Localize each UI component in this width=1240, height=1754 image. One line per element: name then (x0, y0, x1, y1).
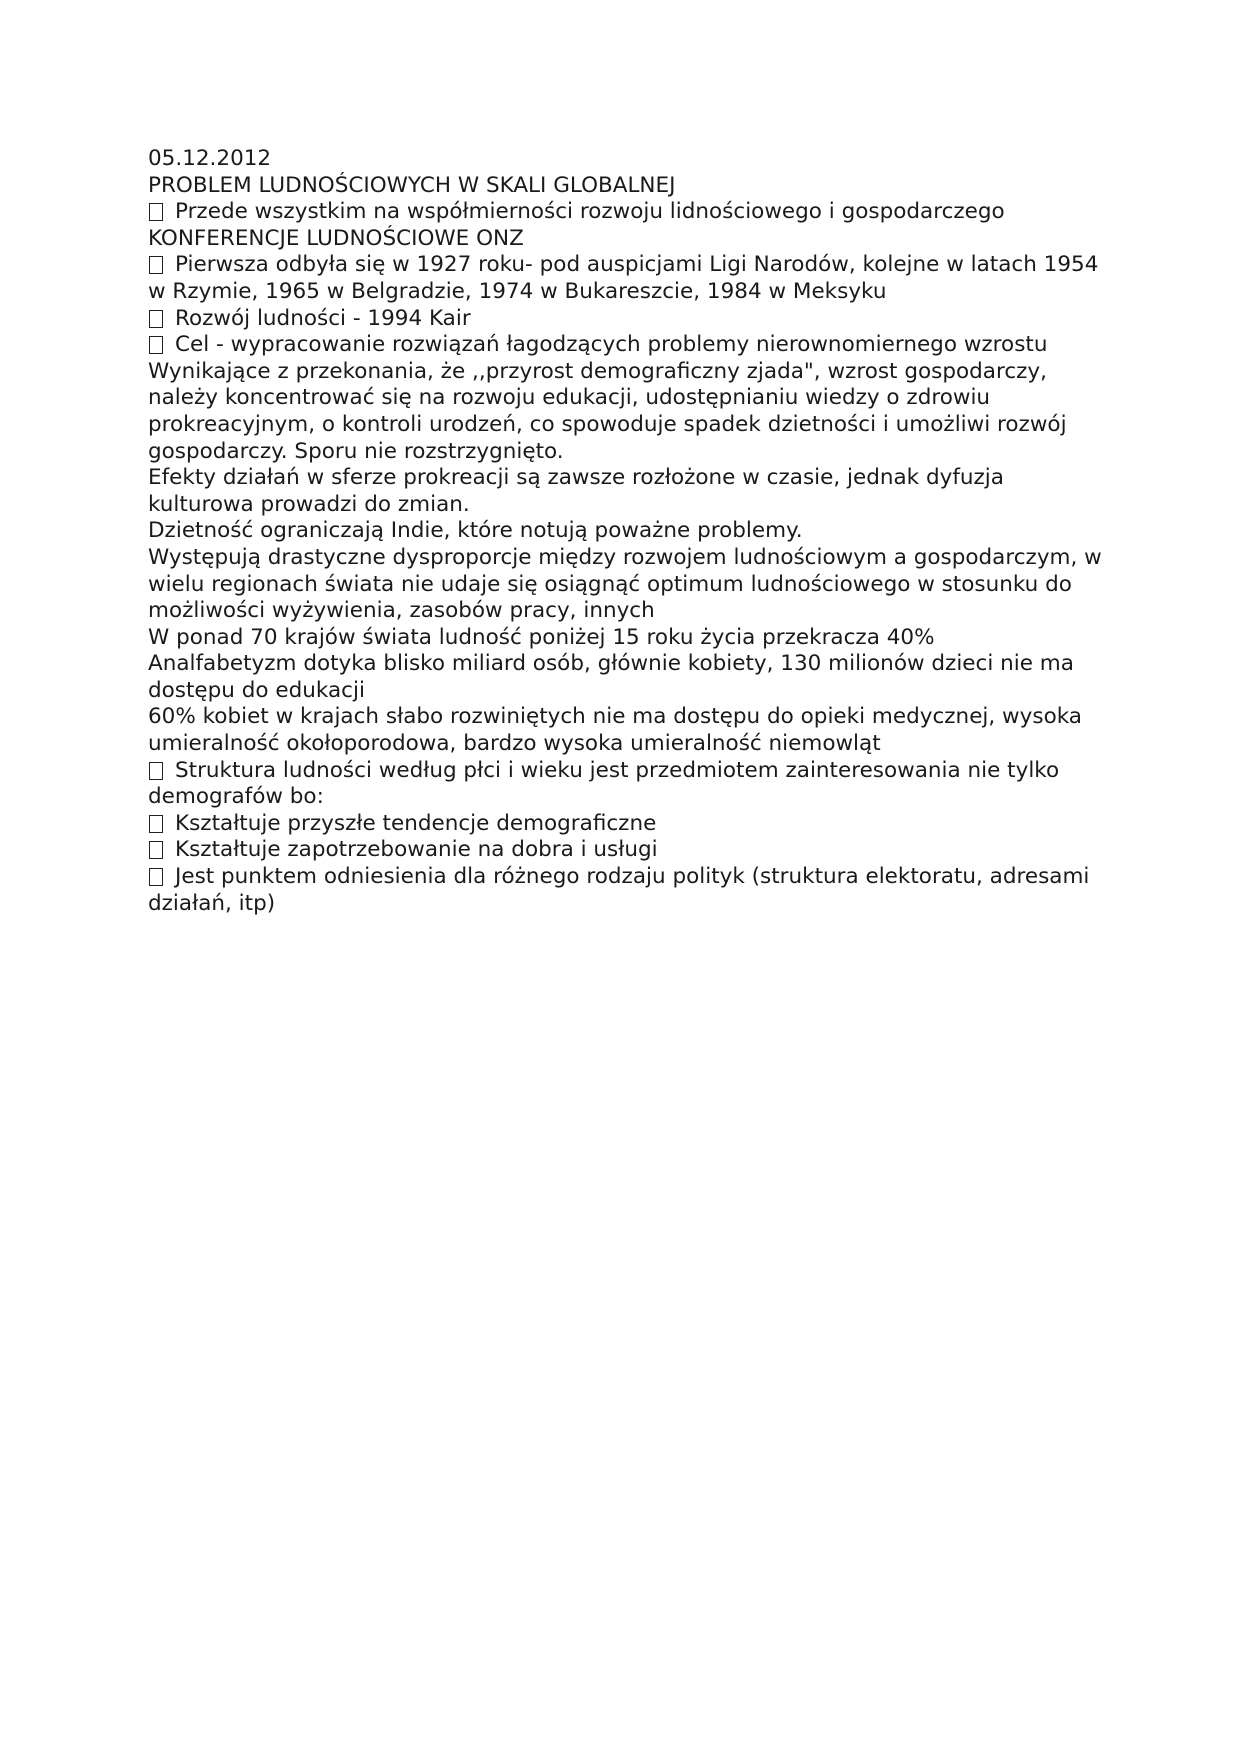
paragraph: Występują drastyczne dysproporcje między rozwojem ludnościowym a gospodarczym, w wielu regionach świata nie udaje się osiągnąć optimum ludnościowego w stosunku do możliwości wyżywienia, zasobów pracy, innych (148, 544, 1109, 624)
bullet-item (148, 306, 1108, 333)
section-heading: KONFERENCJE LUDNOŚCIOWE ONZ (148, 225, 524, 251)
bullet-text: Pierwsza odbyła się w 1927 roku- pod auspicjami Ligi Narodów, kolejne w latach 1954 w Rzymie, 1965 w Belgradzie, 1974 w Bukareszcie, 1984 w Meksyku (148, 252, 1099, 304)
bullet-text: Rozwój ludności - 1994 Kair (175, 305, 471, 331)
bullet-item (148, 199, 1108, 226)
bullet-text: Jest punktem odniesienia dla różnego rodzaju polityk (struktura elektoratu, adresami działań, itp) (148, 864, 1090, 916)
bullet-item (148, 332, 1108, 359)
bullet-text: Kształtuje zapotrzebowanie na dobra i usługi (175, 837, 658, 863)
date-line: 05.12.2012 (148, 146, 272, 171)
paragraph: Analfabetyzm dotyka blisko miliard osób, głównie kobiety, 130 milionów dzieci nie ma dostępu do edukacji (148, 651, 1081, 703)
square-bullet-icon (149, 815, 163, 833)
paragraph: W ponad 70 krajów świata ludność poniżej 15 roku życia przekracza 40% (148, 624, 935, 650)
bullet-item (148, 252, 1108, 305)
square-bullet-icon (149, 336, 163, 354)
document-title: PROBLEM LUDNOŚCIOWYCH W SKALI GLOBALNEJ (148, 172, 676, 198)
paragraph: Wynikające z przekonania, że ,,przyrost demograficzny zjada", wzrost gospodarczy, należy koncentrować się na rozwoju edukacji, udostępnianiu wiedzy o zdrowiu prokreacyjnym, o kontroli urodzeń, co spowoduje spadek dzietności i umożliwi rozwój gospodarczy. Sporu nie rozstrzygnięto. (148, 358, 1074, 464)
square-bullet-icon (149, 310, 163, 328)
square-bullet-icon (149, 256, 163, 274)
paragraph: Dzietność ograniczają Indie, które notują poważne problemy. (148, 518, 803, 544)
square-bullet-icon (149, 203, 163, 221)
square-bullet-icon (149, 762, 163, 780)
document-body (148, 146, 1108, 917)
bullet-text: Kształtuje przyszłe tendencje demograficzne (175, 810, 657, 836)
bullet-item (148, 864, 1108, 917)
paragraph: 60% kobiet w krajach słabo rozwiniętych nie ma dostępu do opieki medycznej, wysoka umieralność okołoporodowa, bardzo wysoka umieralność niemowląt (148, 704, 1089, 757)
square-bullet-icon (149, 868, 163, 886)
bullet-text: Cel - wypracowanie rozwiązań łagodzących problemy nierownomiernego wzrostu (175, 332, 1048, 358)
bullet-text: Przede wszystkim na współmierności rozwoju lidnościowego i gospodarczego (175, 199, 1005, 225)
bullet-item (148, 811, 1108, 838)
bullet-item (148, 837, 1108, 864)
bullet-text: Struktura ludności według płci i wieku jest przedmiotem zainteresowania nie tylko demografów bo: (148, 757, 1060, 810)
bullet-item (148, 758, 1108, 811)
square-bullet-icon (149, 841, 163, 859)
paragraph: Efekty działań w sferze prokreacji są zawsze rozłożone w czasie, jednak dyfuzja kulturowa prowadzi do zmian. (148, 465, 1011, 517)
